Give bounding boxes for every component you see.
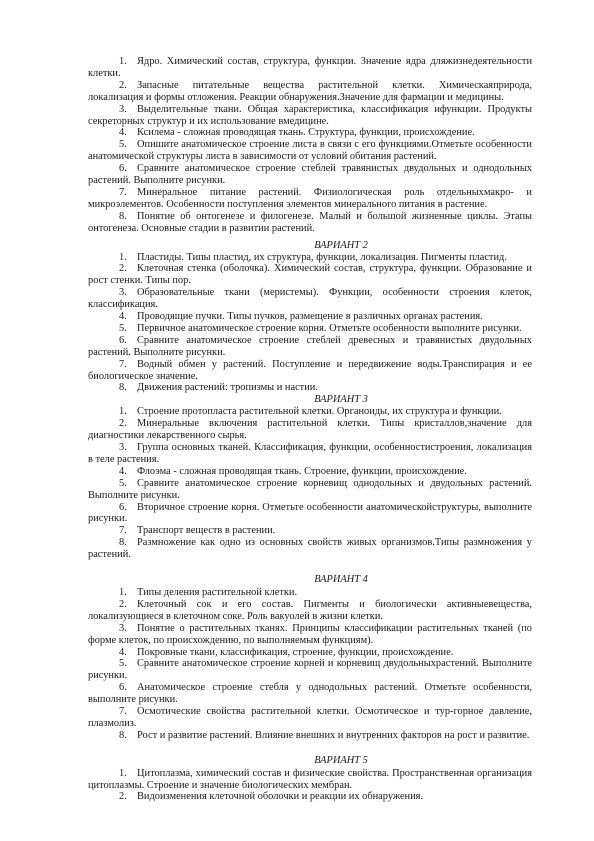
question-text: Минеральные включения растительной клетки. Типы кристаллов,значение для диагностики лекарственного сырья.: [88, 418, 532, 442]
question-text: Осмотические свойства растительной клетки. Осмотическое и тур-горное давление, плазмолиз.: [88, 706, 532, 729]
question-text: Сравните анатомическое строение корневищ однодольных и двудольных растений. Выполните рисунки.: [88, 477, 532, 501]
question-item: [88, 359, 532, 383]
question-text: Водный обмен у растений. Поступление и передвижение воды.Транспирация и ее биологическое значение.: [88, 358, 532, 382]
question-item: [88, 537, 532, 561]
question-item: [88, 406, 532, 418]
variant-section: [88, 56, 532, 235]
question-text: Рост и развитие растений. Влияние внешних и внутренних факторов на рост и развитие.: [137, 729, 530, 741]
question-item: [88, 623, 532, 647]
question-text: Опишите анатомическое строение листа в связи с его функциями.Отметьте особенности анатомической структуры листа в зависимости от условий обитания растений.: [88, 139, 532, 163]
question-number: 3.: [119, 442, 127, 453]
variant-section: [88, 574, 532, 742]
question-text: Транспорт веществ в растении.: [137, 525, 276, 537]
question-number: 2.: [119, 263, 127, 275]
question-text: Сравните анатомическое строение стеблей травянистых двудольных и однодольных растений. Выполните рисунки.: [88, 163, 532, 187]
question-number: 1.: [119, 406, 127, 418]
question-number: 2.: [119, 791, 127, 803]
question-item: [88, 682, 532, 706]
question-item: [88, 647, 532, 659]
question-item: [88, 478, 532, 502]
question-number: 4.: [119, 646, 127, 658]
question-text: Видоизменения клеточной оболочки и реакции их обнаружения.: [137, 791, 424, 803]
question-text: Сравните анатомическое строение стеблей древесных и травянистых двудольных растений. Выполните рисунки.: [88, 334, 532, 358]
question-number: 8.: [119, 210, 127, 222]
question-item: [88, 311, 532, 323]
question-number: 5.: [119, 477, 127, 489]
question-number: 8.: [119, 729, 127, 741]
question-text: Минеральное питание растений. Физиологическая роль отдельныхмакро- и микроэлементов. Особенности поступления элементов минерального питания в растение.: [88, 186, 532, 210]
question-text: Ксилема - сложная проводящая ткань. Структура, функции, происхождение.: [137, 127, 475, 139]
question-number: 2.: [119, 598, 127, 610]
question-number: 6.: [119, 501, 127, 513]
question-number: 4.: [119, 311, 127, 323]
question-item: [88, 263, 532, 287]
question-number: 6.: [119, 682, 127, 694]
question-number: 5.: [119, 139, 127, 151]
question-number: 1.: [119, 56, 127, 67]
question-item: [88, 211, 532, 235]
question-number: 8.: [119, 537, 127, 549]
question-item: [88, 80, 532, 104]
question-number: 7.: [119, 358, 127, 370]
question-item: [88, 730, 532, 742]
question-item: [88, 335, 532, 359]
question-text: Пластиды. Типы пластид, их структура, функции, локализация. Пигменты пластид.: [137, 251, 507, 263]
question-item: [88, 502, 532, 526]
question-text: Запасные питательные вещества растительной клетки. Химическаяприрода, локализация и формы отложения. Реакции обнаружения.Значение для фармации и медицины.: [88, 79, 532, 103]
question-number: 7.: [119, 186, 127, 198]
question-text: Типы деления растительной клетки.: [137, 586, 298, 598]
question-number: 6.: [119, 163, 127, 175]
question-item: [88, 287, 532, 311]
question-number: 4.: [119, 127, 127, 139]
variant-heading: ВАРИАНТ 3: [314, 394, 368, 406]
question-number: 3.: [119, 287, 127, 299]
question-number: 3.: [119, 622, 127, 634]
question-item: [88, 56, 532, 80]
question-text: Клеточный сок и его состав. Пигменты и биологически активныевещества, локализующиеся в клеточном соке. Роль вакуолей в жизни клетки.: [88, 598, 532, 622]
question-number: 3.: [119, 103, 127, 115]
question-item: [88, 323, 532, 335]
question-item: [88, 127, 532, 139]
variant-section: [88, 240, 532, 395]
question-text: Ядро. Химический состав, структура, функции. Значение ядра дляжизнедеятельности клетки.: [88, 56, 532, 79]
question-item: [88, 382, 532, 394]
question-text: Клеточная стенка (оболочка). Химический состав, структура, функции. Образование и рост стенки. Типы пор.: [88, 263, 532, 287]
question-text: Группа основных тканей. Классификация, функции, особенностистроения, локализация в теле растения.: [88, 442, 532, 465]
question-item: [88, 104, 532, 128]
question-item: [88, 587, 532, 599]
question-text: Проводящие пучки. Типы пучков, размещение в различных органах растения.: [137, 311, 483, 323]
question-text: Вторичное строение корня. Отметьте особенности анатомическойструктуры, выполните рисунки.: [88, 501, 532, 525]
question-item: [88, 187, 532, 211]
question-item: [88, 252, 532, 264]
question-item: [88, 706, 532, 730]
variant-heading: ВАРИАНТ 2: [314, 239, 368, 251]
question-text: Сравните анатомическое строение корней и корневищ двудольныхрастений. Выполните рисунки.: [88, 658, 532, 682]
question-number: 5.: [119, 322, 127, 334]
question-text: Анатомическое строение стебля у однодольных растений. Отметьте особенности, выполните рисунки.: [88, 682, 532, 706]
question-item: [88, 466, 532, 478]
question-text: Строение протопласта растительной клетки. Органоиды, их структура и функции.: [137, 406, 502, 418]
question-text: Понятие о растительных тканях. Принципы классификации растительных тканей (по форме клеток, по происхождению, по выполняемым функциям).: [88, 622, 532, 646]
question-item: [88, 139, 532, 163]
question-text: Первичное анатомическое строение корня. Отметьте особенности выполните рисунки.: [137, 322, 522, 334]
question-number: 7.: [119, 706, 127, 718]
question-text: Цитоплазма, химический состав и физические свойства. Пространственная организация цитоплазмы. Строение и значение биологических мембран.: [88, 767, 532, 791]
variant-heading: ВАРИАНТ 5: [314, 754, 368, 766]
question-number: 2.: [119, 418, 127, 430]
document-body: [88, 56, 532, 803]
question-number: 7.: [119, 525, 127, 537]
question-item: [88, 525, 532, 537]
question-text: Выделительные ткани. Общая характеристика, классификация ифункции. Продукты секреторных структур и их использование вмедицине.: [88, 103, 532, 127]
question-item: [88, 658, 532, 682]
question-item: [88, 418, 532, 442]
question-text: Покровные ткани, классификация, строение, функции, происхождение.: [137, 646, 454, 658]
question-item: [88, 599, 532, 623]
question-item: [88, 768, 532, 792]
question-number: 1.: [119, 767, 127, 779]
question-item: [88, 442, 532, 466]
question-text: Флоэма - сложная проводящая ткань. Строение, функции, происхождение.: [137, 465, 467, 477]
question-number: 6.: [119, 334, 127, 346]
question-number: 1.: [119, 586, 127, 598]
question-number: 1.: [119, 251, 127, 263]
variant-section: [88, 394, 532, 561]
question-item: [88, 163, 532, 187]
question-text: Понятие об онтогенезе и филогенезе. Малый и большой жизненные циклы. Этапы онтогенеза. Основные стадии в развитии растений.: [88, 210, 532, 234]
question-item: [88, 791, 532, 803]
question-text: Движения растений: тропизмы и настии.: [137, 382, 318, 394]
question-text: Размножение как одно из основных свойств живых организмов.Типы размножения у растений.: [88, 537, 532, 561]
variant-section: [88, 755, 532, 804]
question-number: 5.: [119, 658, 127, 670]
question-number: 4.: [119, 465, 127, 477]
variant-heading: ВАРИАНТ 4: [314, 574, 368, 586]
question-number: 2.: [119, 79, 127, 91]
question-number: 8.: [119, 382, 127, 394]
question-text: Образовательные ткани (меристемы). Функции, особенности строения клеток, классификация.: [88, 287, 532, 311]
